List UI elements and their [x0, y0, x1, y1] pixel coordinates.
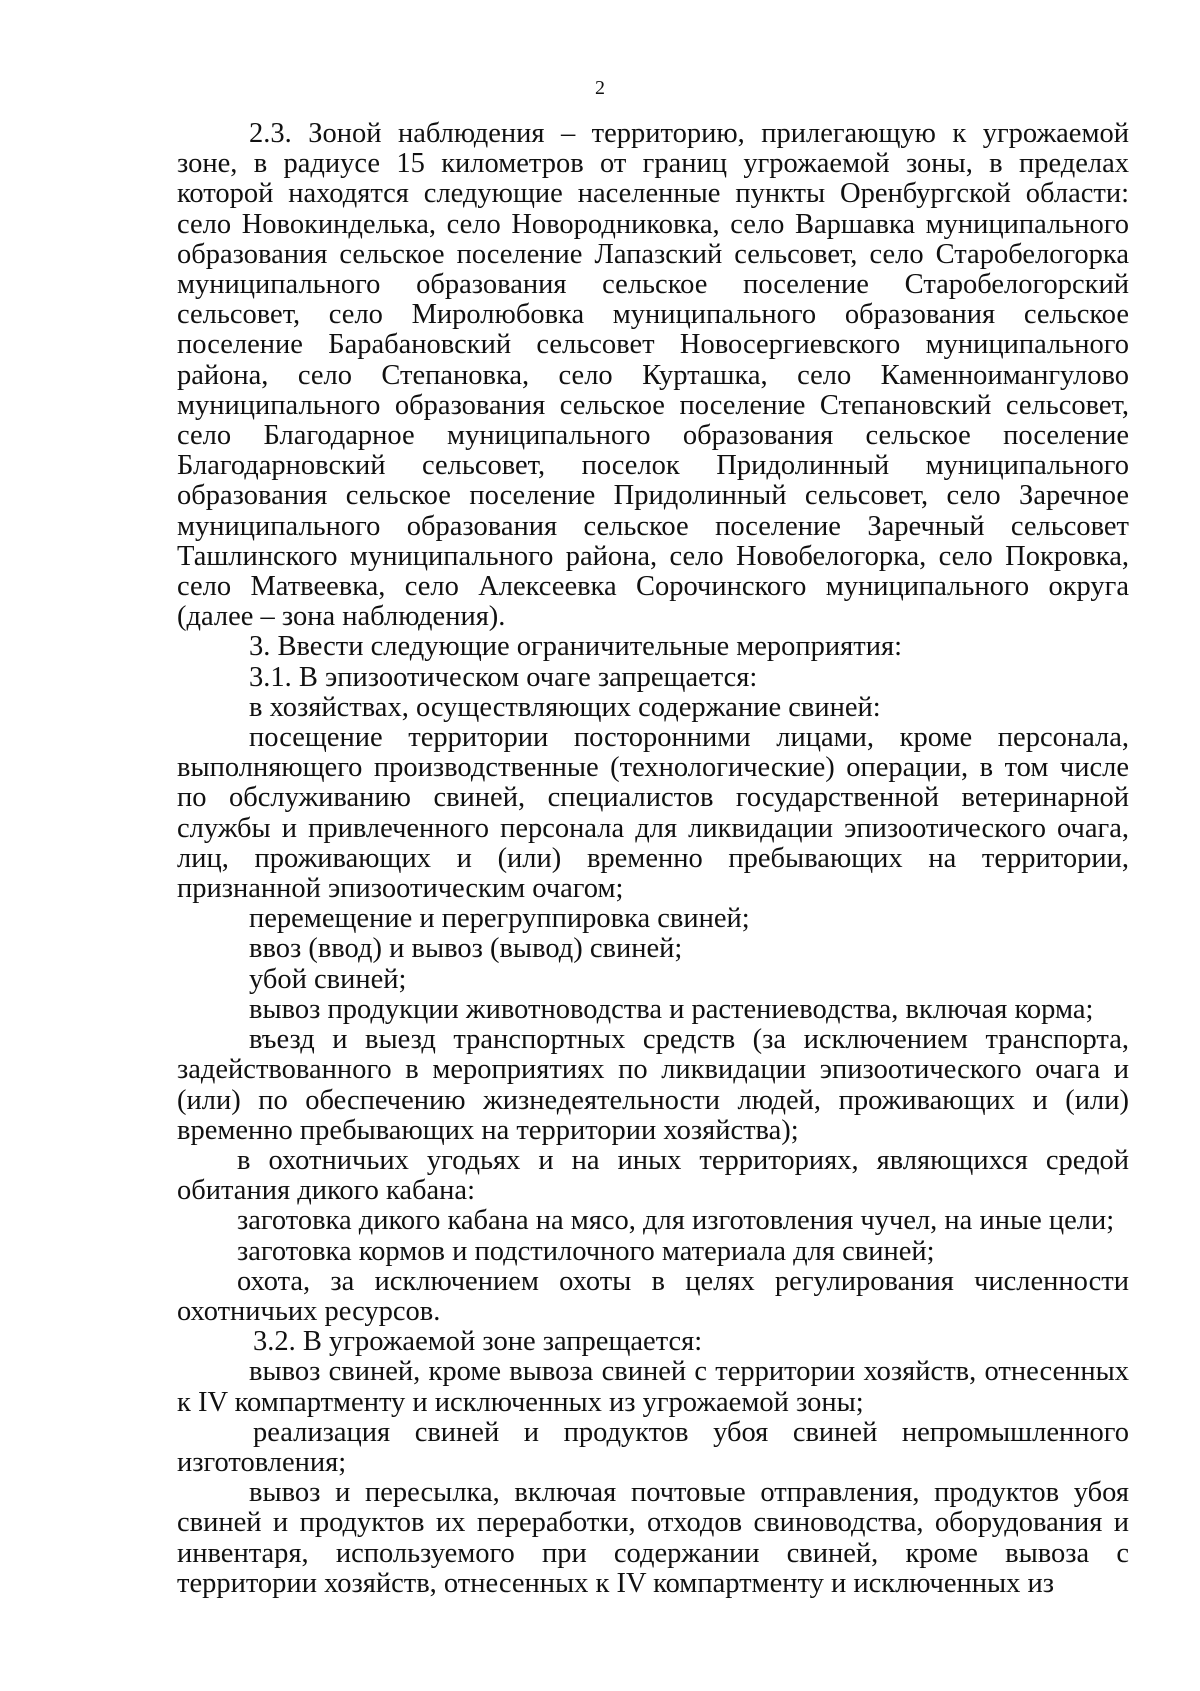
- paragraph-hunting-grounds-heading: в охотничьих угодьях и на иных территориях, являющихся средой обитания дикого кабана:: [177, 1144, 1129, 1207]
- paragraph-pig-export-ban: вывоз свиней, кроме вывоза свиней с территории хозяйств, отнесенных к IV компартменту и исключенных из угрожаемой зоны;: [177, 1356, 1129, 1418]
- paragraph-slaughter-ban: убой свиней;: [249, 963, 407, 995]
- paragraph-3-2-threatened-zone: 3.2. В угрожаемой зоне запрещается:: [253, 1326, 703, 1358]
- paragraph-shipment-ban: вывоз и пересылка, включая почтовые отправления, продуктов убоя свиней и продуктов их переработки, отходов свиноводства, оборудования и инвентаря, используемого при содержании свиней, кроме вывоза с территории хозяйств, отнесенных к IV компартменту и исключенных из: [177, 1477, 1129, 1599]
- paragraph-visits-ban: посещение территории посторонними лицами, кроме персонала, выполняющего производственные (технологические) операции, в том числе по обслуживанию свиней, специалистов государственной ветеринарной службы и привлеченного персонала для ликвидации эпизоотического очага, лиц, проживающих и (или) временно пребывающих на территории, признанной эпизоотическим очагом;: [177, 722, 1129, 905]
- paragraph-feed-harvest-ban: заготовка кормов и подстилочного материала для свиней;: [237, 1235, 935, 1267]
- paragraph-movement-ban: перемещение и перегруппировка свиней;: [249, 903, 750, 935]
- document-body: [177, 119, 1129, 1599]
- paragraph-hunting-ban: охота, за исключением охоты в целях регулирования численности охотничьих ресурсов.: [177, 1265, 1129, 1327]
- paragraph-3-1-outbreak-focus: 3.1. В эпизоотическом очаге запрещается:: [249, 661, 758, 693]
- paragraph-3-restrictions: 3. Ввести следующие ограничительные мероприятия:: [249, 631, 903, 663]
- paragraph-wild-boar-harvest-ban: заготовка дикого кабана на мясо, для изготовления чучел, на иные цели;: [237, 1205, 1115, 1237]
- paragraph-2-3-observation-zone: 2.3. Зоной наблюдения – территорию, прилегающую к угрожаемой зоне, в радиусе 15 километров от границ угрожаемой зоны, в пределах которой находятся следующие населенные пункты Оренбургской области: село Новокинделька, село Новородниковка, село Варшавка муниципального образования сельское поселение Лапазский сельсовет, село Старобелогорка муниципального образования сельское поселение Старобелогорский сельсовет, село Миролюбовка муниципального образования сельское поселение Барабановский сельсовет Новосергиевского муниципального района, село Степановка, село Курташка, село Каменноимангулово муниципального образования сельское поселение Степановский сельсовет, село Благодарное муниципального образования сельское поселение Благодарновский сельсовет, поселок Придолинный муниципального образования сельское поселение Придолинный сельсовет, село Заречное муниципального образования сельское поселение Заречный сельсовет Ташлинского муниципального района, село Новобелогорка, село Покровка, село Матвеевка, село Алексеевка Сорочинского муниципального округа (далее – зона наблюдения).: [177, 118, 1129, 633]
- page-number: 2: [595, 77, 605, 99]
- paragraph-farms-heading: в хозяйствах, осуществляющих содержание свиней:: [249, 691, 881, 723]
- paragraph-sale-ban: реализация свиней и продуктов убоя свиней непромышленного изготовления;: [177, 1416, 1129, 1478]
- paragraph-products-ban: вывоз продукции животноводства и растениеводства, включая корма;: [249, 993, 1094, 1025]
- paragraph-vehicles-ban: въезд и выезд транспортных средств (за исключением транспорта, задействованного в мероприятиях по ликвидации эпизоотического очага и (или) по обеспечению жизнедеятельности людей, проживающих и (или) временно пребывающих на территории хозяйства);: [177, 1024, 1129, 1146]
- paragraph-import-export-ban: ввоз (ввод) и вывоз (вывод) свиней;: [249, 933, 683, 965]
